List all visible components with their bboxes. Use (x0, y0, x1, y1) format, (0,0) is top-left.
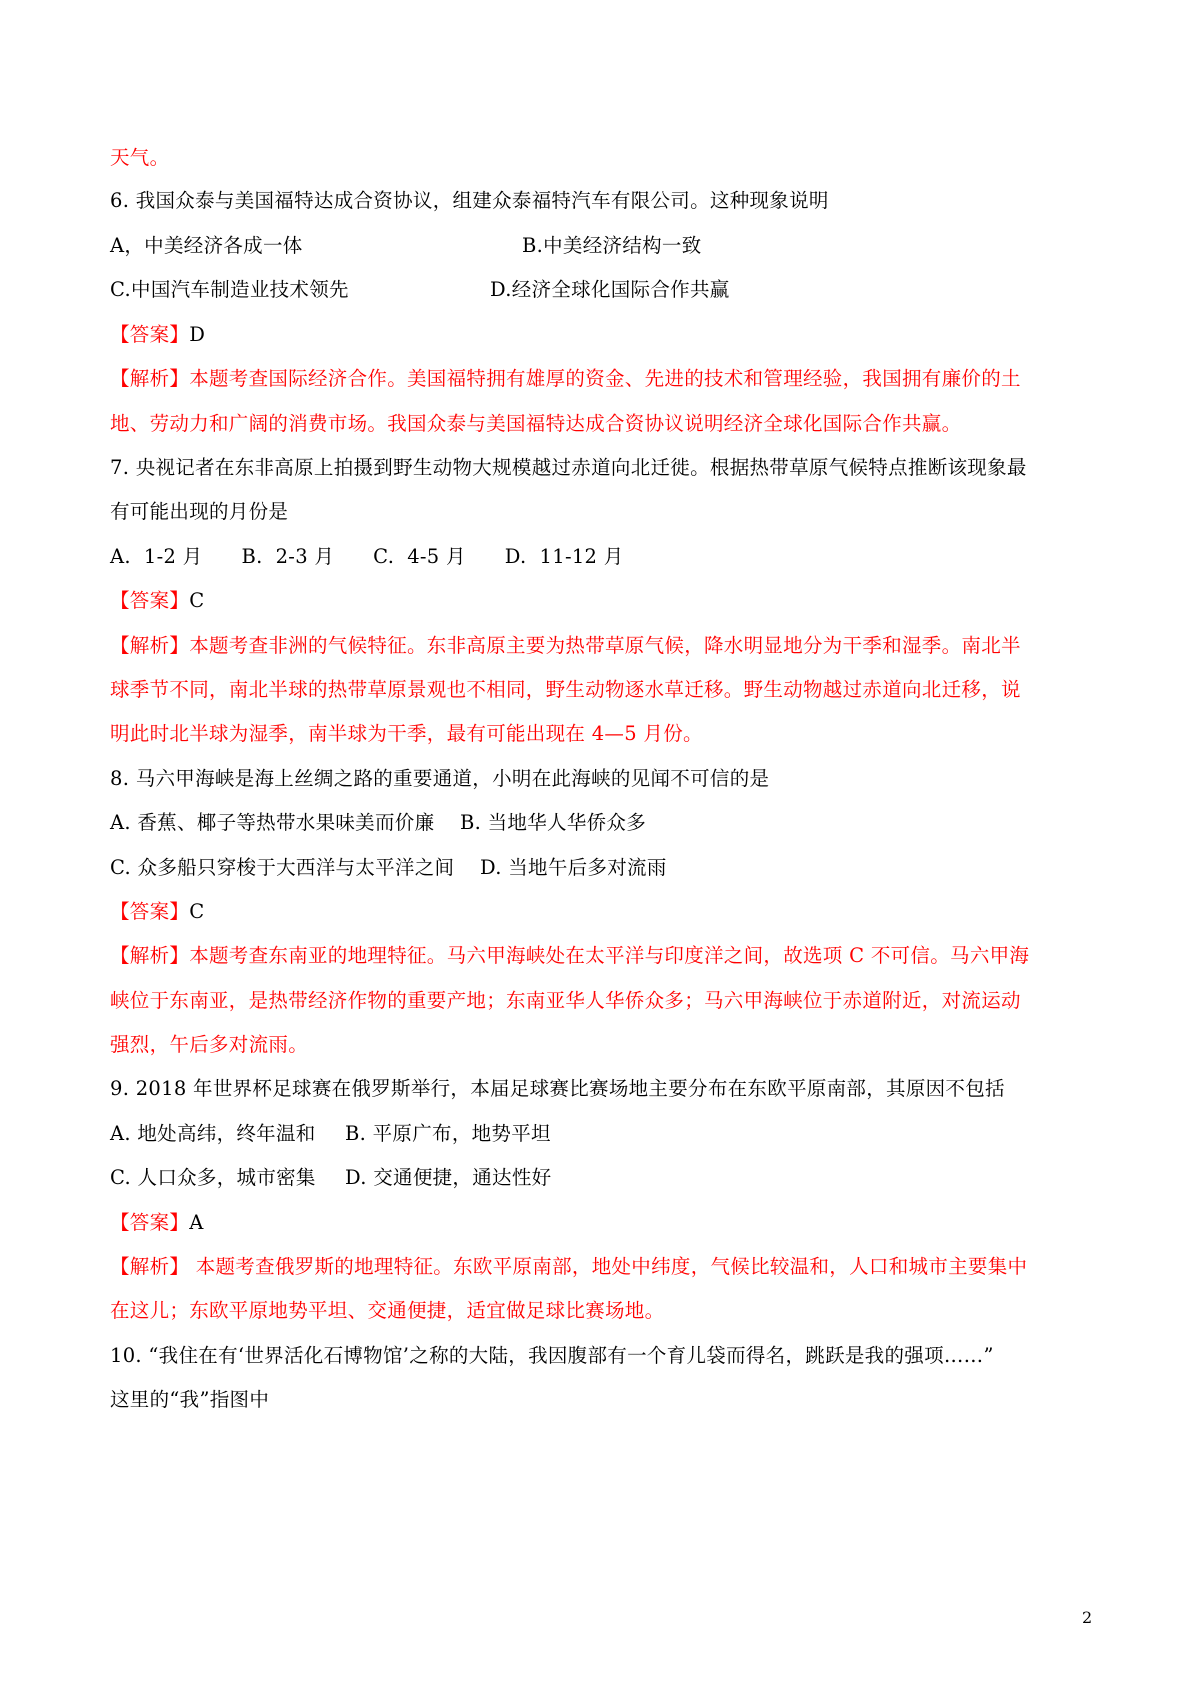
explanation-text: 本题考查非洲的气候特征。东非高原主要为热带草原气候，降水明显地分为干季和湿季。南北半 (189, 634, 1021, 657)
question-8-explanation-line-2: 峡位于东南亚，是热带经济作物的重要产地；东南亚华人华侨众多；马六甲海峡位于赤道附近，对流运动 (110, 989, 1021, 1012)
answer-value: D (189, 323, 206, 346)
question-6-option-c: C.中国汽车制造业技术领先 (110, 278, 349, 301)
question-6-option-d: D.经济全球化国际合作共赢 (490, 278, 730, 301)
explanation-label: 【解析】 (110, 944, 190, 967)
question-7-explanation-line-1 (110, 633, 1100, 659)
explanation-label: 【解析】 (110, 634, 190, 657)
explanation-label: 【解析】 (110, 367, 190, 390)
page-number: 2 (1082, 1608, 1093, 1627)
question-9-explanation-line-1 (110, 1254, 1100, 1280)
answer-label: 【答案】 (110, 589, 190, 612)
question-8-option-d: D. 当地午后多对流雨 (480, 856, 667, 879)
question-6-explanation-line-1 (110, 366, 1100, 392)
question-9-answer (110, 1210, 1100, 1236)
question-9-stem: 9. 2018 年世界杯足球赛在俄罗斯举行，本届足球赛比赛场地主要分布在东欧平原南部，其原因不包括 (110, 1077, 1005, 1100)
question-6-explanation-line-2: 地、劳动力和广阔的消费市场。我国众泰与美国福特达成合资协议说明经济全球化国际合作共赢。 (110, 412, 962, 435)
question-6-option-a: A，中美经济各成一体 (110, 234, 303, 257)
answer-value: C (189, 589, 205, 612)
question-6-option-b: B.中美经济结构一致 (522, 234, 702, 257)
question-6-answer (110, 322, 1100, 348)
question-7-options: A. 1-2 月 B. 2-3 月 C. 4-5 月 D. 11-12 月 (110, 545, 624, 568)
explanation-text: 本题考查国际经济合作。美国福特拥有雄厚的资金、先进的技术和管理经验，我国拥有廉价的土 (189, 367, 1021, 390)
question-9-explanation-line-2: 在这儿；东欧平原地势平坦、交通便捷，适宜做足球比赛场地。 (110, 1299, 665, 1322)
question-9-option-d: D. 交通便捷，通达性好 (345, 1166, 552, 1189)
question-9-option-c: C. 人口众多，城市密集 (110, 1166, 316, 1189)
question-8-option-c: C. 众多船只穿梭于大西洋与太平洋之间 (110, 856, 455, 879)
answer-label: 【答案】 (110, 323, 190, 346)
answer-value: A (189, 1211, 204, 1234)
question-7-stem-line-1: 7. 央视记者在东非高原上拍摄到野生动物大规模越过赤道向北迁徙。根据热带草原气候特点推断该现象最 (110, 456, 1027, 479)
question-7-answer (110, 588, 1100, 614)
explanation-label: 【解析】 (110, 1255, 190, 1278)
explanation-text: 本题考查东南亚的地理特征。马六甲海峡处在太平洋与印度洋之间，故选项 C 不可信。马六甲海 (189, 944, 1030, 967)
explanation-text: 本题考查俄罗斯的地理特征。东欧平原南部，地处中纬度，气候比较温和，人口和城市主要集中 (189, 1255, 1028, 1278)
question-7-explanation-line-2: 球季节不同，南北半球的热带草原景观也不相同，野生动物逐水草迁移。野生动物越过赤道向北迁移，说 (110, 678, 1021, 701)
continuation-text: 天气。 (110, 146, 170, 169)
question-8-stem: 8. 马六甲海峡是海上丝绸之路的重要通道，小明在此海峡的见闻不可信的是 (110, 767, 770, 790)
question-9-option-b: B. 平原广布，地势平坦 (345, 1122, 551, 1145)
question-8-option-a: A. 香蕉、椰子等热带水果味美而价廉 (110, 811, 435, 834)
question-10-stem-line-1: 10. “我住在有‘世界活化石博物馆’之称的大陆，我因腹部有一个育儿袋而得名，跳跃是我的强项……” (110, 1344, 994, 1367)
question-7-stem-line-2: 有可能出现的月份是 (110, 500, 289, 523)
question-9-option-a: A. 地处高纬，终年温和 (110, 1122, 316, 1145)
question-7-explanation-line-3: 明此时北半球为湿季，南半球为干季，最有可能出现在 4—5 月份。 (110, 722, 703, 745)
question-8-explanation-line-1 (110, 943, 1100, 969)
answer-label: 【答案】 (110, 900, 190, 923)
question-8-explanation-line-3: 强烈，午后多对流雨。 (110, 1033, 309, 1056)
question-10-stem-line-2: 这里的“我”指图中 (110, 1388, 270, 1411)
answer-value: C (189, 900, 205, 923)
question-6-stem: 6. 我国众泰与美国福特达成合资协议，组建众泰福特汽车有限公司。这种现象说明 (110, 189, 829, 212)
question-8-answer (110, 899, 1100, 925)
answer-label: 【答案】 (110, 1211, 190, 1234)
question-8-option-b: B. 当地华人华侨众多 (460, 811, 647, 834)
